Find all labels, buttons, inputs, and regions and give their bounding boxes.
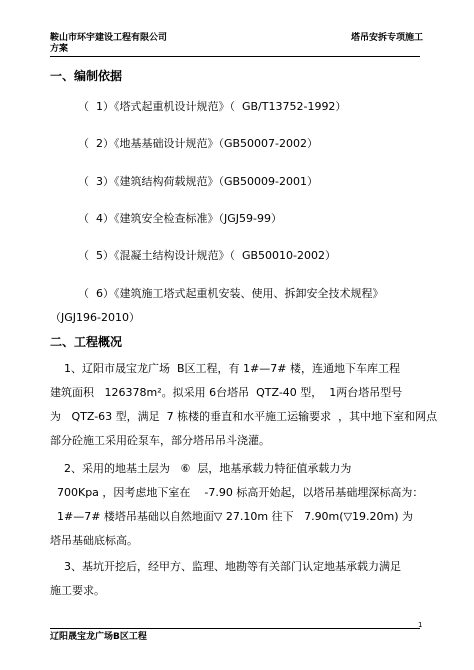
overview-p2-line1: 2、采用的地基土层为 ⑥ 层，地基承载力特征值承载力为 <box>50 462 352 475</box>
header-divider <box>50 56 420 57</box>
page-number: 1 <box>418 621 423 629</box>
section2-heading: 二、工程概况 <box>50 335 123 349</box>
overview-p1-line2: 建筑面积 126378m²。拟采用 6台塔吊 QTZ-40 型， 1两台塔吊型号 <box>50 386 403 399</box>
overview-p1-line4: 部分砼施工采用砼泵车，部分塔吊吊斗浇灌。 <box>50 434 270 447</box>
overview-p1-line3: 为 QTZ-63 型，满足 7 栋楼的垂直和水平施工运输要求 ，其中地下室和网点 <box>50 410 438 423</box>
overview-p3-line1: 3、基坑开挖后，经甲方、监理、地勘等有关部门认定地基承载力满足 <box>50 560 401 573</box>
overview-p2-line2: 700Kpa ，因考虑地下室在 -7.90 标高开始起，以塔吊基础埋深标高为： <box>50 486 424 499</box>
reference-item-5: （ 5）《混凝土结构设计规范》（ GB50010-2002） <box>78 249 337 262</box>
reference-item-6: （ 6）《建筑施工塔式起重机安装、使用、拆卸安全技术规程》 <box>78 287 384 300</box>
reference-item-2: （ 2）《地基基础设计规范》（GB50007-2002） <box>78 137 319 150</box>
overview-p1-line1: 1、辽阳市晟宝龙广场 B区工程，有 1#—7# 楼，连通地下车库工程 <box>50 362 400 375</box>
reference-item-4: （ 4）《建筑安全检查标准》（JGJ59-99） <box>78 212 282 225</box>
overview-p3-line2: 施工要求。 <box>50 584 105 597</box>
header-company <box>50 33 167 55</box>
reference-item-1: （ 1）《塔式起重机设计规范》（ GB/T13752-1992） <box>78 100 347 113</box>
footer-divider <box>50 628 420 629</box>
overview-p2-line4: 塔吊基础底标高。 <box>50 534 138 547</box>
header-doc-title: 塔吊安拆专项施工 <box>351 33 424 43</box>
overview-p2-line3: 1#—7# 楼塔吊基础以自然地面▽ 27.10m 往下 7.90m(▽19.20m) 为 <box>50 510 414 523</box>
header-company-line1: 鞍山市环宇建设工程有限公司 <box>50 33 168 43</box>
reference-item-6-cont: （JGJ196-2010） <box>50 311 140 324</box>
section1-heading: 一、编制依据 <box>50 69 123 83</box>
reference-item-3: （ 3）《建筑结构荷载规范》（GB50009-2001） <box>78 175 319 188</box>
footer-project-name: 辽阳晟宝龙广场B区工程 <box>50 632 147 642</box>
header-company-line2: 方案 <box>50 44 69 54</box>
